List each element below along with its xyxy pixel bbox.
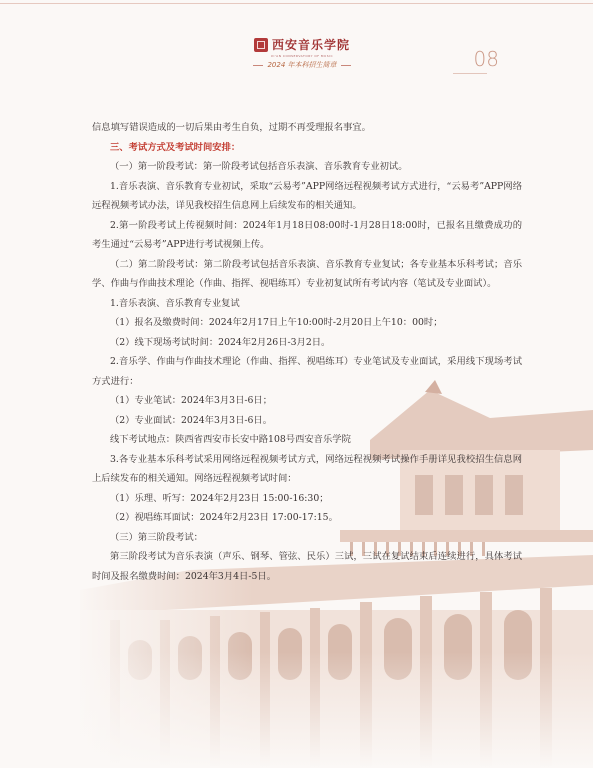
page-number-underline	[453, 73, 487, 74]
paragraph: （二）第二阶段考试：第二阶段考试包括音乐表演、音乐教育专业复试；各专业基本乐科考试；音乐学、作曲与作曲技术理论（作曲、指挥、视唱练耳）专业初复试所有考试内容（笔试及专业面试）。	[92, 258, 522, 289]
section-heading: 三、考试方式及考试时间安排：	[110, 141, 241, 153]
page-number: 08	[473, 47, 499, 71]
paragraph: 线下考试地点：陕西省西安市长安中路108号西安音乐学院	[110, 434, 351, 445]
paragraph: （1）专业笔试：2024年3月3日-6日；	[110, 395, 273, 406]
logo-subtext: XI'AN CONSERVATORY OF MUSIC	[270, 54, 334, 58]
paragraph: 1.音乐表演、音乐教育专业初试，采取“云易考”APP网络远程视频考试方式进行，“云易考”APP网络远程视频考试办法，详见我校招生信息网上后续发布的相关通知。	[92, 180, 522, 211]
school-logo	[242, 36, 362, 53]
top-rule	[0, 3, 593, 4]
paragraph: （三）第三阶段考试：	[110, 531, 203, 543]
paragraph: 第三阶段考试为音乐表演（声乐、钢琴、管弦、民乐）三试，三试在复试结束后连续进行，具体考试时间及报名缴费时间：2024年3月4日-5日。	[92, 551, 522, 582]
paragraph: （一）第一阶段考试：第一阶段考试包括音乐表演、音乐教育专业初试。	[110, 161, 408, 172]
paragraph: （2）专业面试：2024年3月3日-6日。	[110, 414, 273, 426]
page-header	[242, 36, 362, 70]
paragraph: （2）线下现场考试时间：2024年2月26日-3月2日。	[110, 336, 331, 348]
paragraph: 2.第一阶段考试上传视频时间：2024年1月18日08:00时-1月28日18:00时，已报名且缴费成功的考生通过“云易考”APP进行考试视频上传。	[92, 219, 522, 250]
paragraph: 3.各专业基本乐科考试采用网络远程视频考试方式，网络远程视频考试操作手册详见我校招生信息网上后续发布的相关通知。网络远程视频考试时间：	[92, 453, 522, 484]
paragraph: 1.音乐表演、音乐教育专业复试	[110, 297, 240, 309]
paragraph: （1）乐理、听写：2024年2月23日 15:00-16:30；	[110, 492, 329, 504]
paragraph: 2.音乐学、作曲与作曲技术理论（作曲、指挥、视唱练耳）专业笔试及专业面试，采用线下现场考试方式进行：	[92, 356, 522, 387]
paragraph: 信息填写错误造成的一切后果由考生自负，过期不再受理报名事宜。	[92, 122, 371, 133]
brochure-subtitle: 2024 年本科招生简章	[267, 61, 337, 69]
seal-icon	[254, 38, 268, 52]
divider	[341, 65, 351, 66]
paragraph: （2）视唱练耳面试：2024年2月23日 17:00-17:15。	[110, 512, 338, 523]
logo-text: 西安音乐学院	[271, 38, 350, 52]
body-text	[92, 118, 522, 586]
divider	[253, 65, 263, 66]
paragraph: （1）报名及缴费时间：2024年2月17日上午10:00时-2月20日上午10：00时；	[110, 317, 443, 328]
